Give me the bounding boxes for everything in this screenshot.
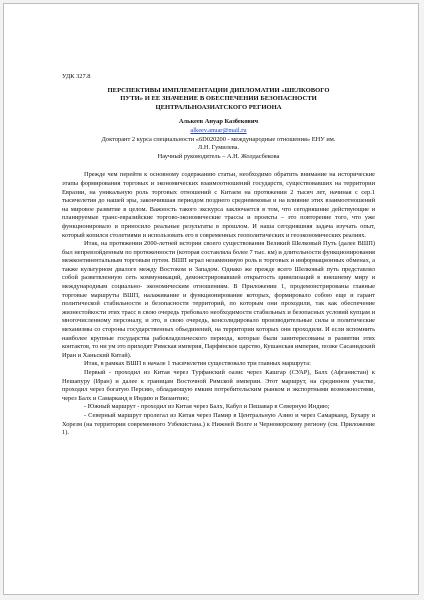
paragraph: Прежде чем перейти к основному содержанию статьи, необходимо обратить внимание на исторические этапы формирования торговых и экономических взаимоотношений государств, существовавших на территории Евразии, на уникальную роль торговых отношений с Китаем на протяжении 2 тысяч лет, начиная с сер.1 тысячелетия до нашей эры, закончившая периодом позднего средневековья и на влияние этих взаимоотношений на мировое развитие в целом. Важность такого экскурса заключается в том, что сегодняшние действующие и планируемые транс-евразийские торгово-экономические трассы и проекты – это повторение того, что уже функционировало и приносило реальные результаты в прошлом. И наша сегодняшняя задача изучать опыт, который копился столетиями и использовать его в современных геополитических и геоэкономических реалиях. — [62, 171, 375, 239]
paragraph: Первый - проходил из Китая через Турфанский оазис через Кашгар (СУАР), Балх (Афганистан) к Нешапуру (Иран) и далее к границам Восточной Римской империи. Этот маршрут, на срединном участке, проходил через богатую Персию, обладающую емким потребительским рынком и экспортными возможностями, через Балх и Самарканд в Индию и Византию; — [62, 369, 375, 402]
article-body — [62, 171, 375, 437]
title-line: ПЕРСПЕКТИВЫ ИМПЛЕМЕНТАЦИИ ДИПЛОМАТИИ «ШЕЛКОВОГО — [107, 86, 330, 94]
document-page — [3, 3, 419, 595]
paragraph: - Северный маршрут пролегал из Китая через Памир в Центральную Азию и через Самарканд, Бухару и Хорезм (на территории современного Узбекистана.) к Нижней Волге и Черноморскому региону (см. Приложение 1). — [62, 411, 375, 437]
paragraph: - Южный маршрут - проходил из Китая через Балх, Кабул и Пешавар в Северную Индию; — [84, 403, 330, 411]
affiliation-line: Докторант 2 курса специальности «6D020200 - международные отношения» ЕНУ им. — [101, 135, 336, 143]
title-line: ПУТИ» И ЕЕ ЗНАЧЕНИЕ В ОБЕСПЕЧЕНИИ БЕЗОПАСНОСТИ — [120, 95, 317, 103]
affiliation — [62, 136, 375, 162]
affiliation-line: Научный руководитель – А.Н. Жолдасбекова — [157, 152, 280, 160]
paragraph: Итак, в рамках ВШП в начале 1 тысячелетия существовало три главных маршрута: — [84, 360, 311, 368]
author-block — [62, 118, 375, 135]
paragraph: Итак, на протяжении 2000-летней истории своего существования Великий Шелковый Путь (далее ВШП) был непревзойденным по протяженности (которая составляла более 7 тыс. км) и длительности функционирования межконтинентальным торговым путем. ВШП играл незаменимую роль в торговых и информационных обменах, а также культурном диалоге между Востоком и Западом. Однако же прежде всего Шелковый путь представлял собой разветвленную сеть коммуникаций, демонстрировавшей открытость цивилизаций в внешнему миру и международным социально- экономическим отношениям. В Приложении 1, продемонстрированы главные торговые маршруты ВШП, налаживание и функционирование которых, формировало собою еще и гарант политической стабильности и безопасности территорий, по которым они проходили, так как обеспечение жизнестойкости этих трасс в свою очередь требовало необходимости стабильных и безопасных условий купцам и многочисленному персоналу, и это, в свою очередь, консолидировало производительные силы и политические механизмы со стороны государственных объединений, на территории которых они проходили. И если вспомнить наиболее крупные государства рабовладельческого периода, которые были заинтересованы в развитии этих контактов, то ни ум это приходят Римская империя, Парфянское царство, Кушанская империя, позже Сасанидский Иран и Ханьский Китай). — [62, 240, 375, 359]
udk-code: УДК 327.8 — [62, 73, 91, 80]
author-name: Алькеев Ануар Казбекович — [178, 118, 259, 126]
article-title — [72, 87, 365, 113]
author-email-link[interactable]: alkeev.anuar@mail.ru — [190, 126, 247, 134]
page-content — [62, 73, 375, 438]
affiliation-line: Л.Н. Гумилева. — [197, 144, 240, 152]
title-line: ЦЕНТРАЛЬНОАЗИАТСКОГО РЕГИОНА — [155, 103, 282, 111]
